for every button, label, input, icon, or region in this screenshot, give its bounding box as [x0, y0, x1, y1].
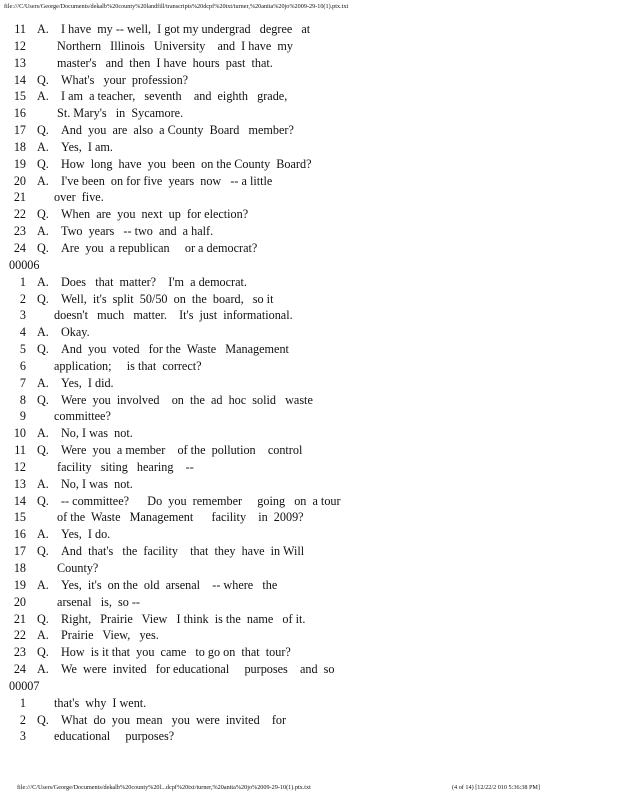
transcript-line [0, 206, 618, 223]
speaker-label: Q. [37, 291, 49, 306]
line-number: 6 [19, 358, 26, 373]
line-number: 21 [13, 611, 26, 626]
line-number: 20 [13, 173, 26, 188]
speaker-label: A. [37, 173, 49, 188]
page-info-footer: (4 of 14) [12/22/2 010 5:36:38 PM] [452, 784, 540, 791]
transcript-line [0, 509, 618, 526]
file-path-footer: file:///C/Users/George/Documents/dekalb%20county%20l...dcpf%20txt/turner,%20anita%20jo%2009-29-10(1).ptx.txt [17, 784, 311, 791]
speaker-label: A. [37, 22, 49, 36]
speaker-label: Q. [37, 392, 49, 407]
line-number: 12 [13, 459, 26, 474]
speaker-label: A. [37, 476, 49, 491]
transcript-line [0, 728, 618, 745]
line-text: facility siting hearing -- [54, 459, 194, 474]
speaker-label: Q. [37, 156, 49, 171]
transcript-line [0, 577, 618, 594]
line-number: 5 [19, 342, 26, 357]
transcript-line [0, 375, 618, 392]
transcript-line [0, 307, 618, 324]
speaker-label: Q. [37, 443, 49, 458]
transcript-line [0, 156, 618, 173]
line-number: 1 [19, 274, 26, 289]
line-number: 19 [13, 577, 26, 592]
speaker-label: A. [37, 89, 49, 104]
transcript-line [0, 476, 618, 493]
line-number: 11 [14, 443, 26, 458]
line-text: Northern Illinois University and I have my [54, 38, 293, 53]
transcript-line [0, 442, 618, 459]
speaker-label: Q. [37, 72, 49, 87]
line-number: 14 [13, 493, 26, 508]
speaker-label: A. [37, 274, 49, 289]
line-text: application; is that correct? [54, 358, 202, 373]
line-number: 19 [13, 156, 26, 171]
line-number: 9 [19, 409, 26, 424]
transcript-line [0, 543, 618, 560]
transcript-body [0, 21, 618, 745]
speaker-label: Q. [37, 342, 49, 357]
line-text: Well, it's split 50/50 on the board, so it [61, 291, 274, 306]
speaker-label: Q. [37, 544, 49, 559]
transcript-line [0, 358, 618, 375]
transcript-line [0, 55, 618, 72]
transcript-line [0, 695, 618, 712]
line-number: 18 [13, 139, 26, 154]
line-text: committee? [54, 409, 111, 424]
line-number: 23 [13, 224, 26, 239]
line-text: We were invited for educational purposes and so [61, 662, 335, 677]
speaker-label: A. [37, 628, 49, 643]
line-number: 13 [13, 55, 26, 70]
line-text: How is it that you came to go on that tour? [61, 645, 291, 660]
line-text: And you are also a County Board member? [61, 123, 294, 138]
line-number: 4 [19, 325, 26, 340]
transcript-line [0, 21, 618, 38]
transcript-line [0, 661, 618, 678]
line-text: How long have you been on the County Board? [61, 156, 312, 171]
line-text: doesn't much matter. It's just informational. [54, 308, 293, 323]
line-number: 22 [13, 628, 26, 643]
line-number: 16 [13, 106, 26, 121]
page-number: 00006 [9, 257, 40, 272]
transcript-line [0, 291, 618, 308]
line-text: Okay. [61, 325, 90, 340]
line-text: County? [54, 561, 99, 575]
line-number: 1 [19, 695, 26, 710]
line-text: And that's the facility that they have in Will [61, 544, 305, 559]
line-text: Yes, I did. [61, 375, 114, 390]
line-number: 20 [13, 594, 26, 609]
transcript-line [0, 324, 618, 341]
line-text: Does that matter? I'm a democrat. [61, 274, 247, 289]
transcript-line [0, 38, 618, 55]
speaker-label: Q. [37, 645, 49, 660]
speaker-label: Q. [37, 611, 49, 626]
speaker-label: A. [37, 426, 49, 441]
page-marker [0, 678, 618, 695]
transcript-line [0, 459, 618, 476]
speaker-label: Q. [37, 207, 49, 222]
transcript-line [0, 122, 618, 139]
line-number: 24 [13, 662, 26, 677]
line-text: No, I was not. [61, 476, 133, 491]
speaker-label: A. [37, 577, 49, 592]
line-number: 10 [13, 426, 26, 441]
line-number: 21 [13, 190, 26, 205]
speaker-label: A. [37, 224, 49, 239]
line-text: I am a teacher, seventh and eighth grade, [61, 89, 288, 104]
transcript-line [0, 274, 618, 291]
line-text: Yes, I do. [61, 527, 111, 542]
speaker-label: Q. [37, 240, 49, 255]
line-number: 17 [13, 123, 26, 138]
line-number: 2 [19, 712, 26, 727]
line-number: 18 [13, 561, 26, 575]
transcript-line [0, 611, 618, 628]
line-number: 16 [13, 527, 26, 542]
line-number: 7 [19, 375, 26, 390]
line-number: 22 [13, 207, 26, 222]
line-number: 3 [19, 729, 26, 744]
speaker-label: Q. [37, 493, 49, 508]
transcript-line [0, 408, 618, 425]
line-number: 23 [13, 645, 26, 660]
line-text: educational purposes? [54, 729, 175, 744]
line-text: master's and then I have hours past that. [54, 55, 273, 70]
line-text: No, I was not. [61, 426, 133, 441]
line-number: 14 [13, 72, 26, 87]
transcript-line [0, 392, 618, 409]
line-number: 17 [13, 544, 26, 559]
transcript-line [0, 341, 618, 358]
line-number: 13 [13, 476, 26, 491]
transcript-line [0, 560, 618, 577]
line-text: I've been on for five years now -- a little [61, 173, 273, 188]
line-number: 24 [13, 240, 26, 255]
transcript-line [0, 712, 618, 729]
line-number: 11 [14, 22, 26, 36]
line-text: over five. [54, 190, 104, 205]
line-text: Two years -- two and a half. [61, 224, 214, 239]
transcript-line [0, 526, 618, 543]
page-marker [0, 257, 618, 274]
line-text: St. Mary's in Sycamore. [54, 106, 184, 121]
line-text: What do you mean you were invited for [61, 712, 287, 727]
transcript-line [0, 627, 618, 644]
speaker-label: A. [37, 527, 49, 542]
line-text: Yes, I am. [61, 139, 113, 154]
transcript-line [0, 594, 618, 611]
line-number: 12 [13, 38, 26, 53]
line-number: 8 [19, 392, 26, 407]
speaker-label: A. [37, 139, 49, 154]
transcript-line [0, 139, 618, 156]
transcript-line [0, 425, 618, 442]
transcript-line [0, 105, 618, 122]
speaker-label: Q. [37, 123, 49, 138]
line-number: 15 [13, 510, 26, 525]
speaker-label: A. [37, 662, 49, 677]
transcript-line [0, 223, 618, 240]
transcript-line [0, 644, 618, 661]
line-text: Are you a republican or a democrat? [61, 240, 258, 255]
page-number: 00007 [9, 678, 40, 693]
transcript-line [0, 493, 618, 510]
transcript-line [0, 240, 618, 257]
line-text: What's your profession? [61, 72, 189, 87]
line-text: arsenal is, so -- [54, 594, 140, 609]
transcript-line [0, 173, 618, 190]
line-number: 2 [19, 291, 26, 306]
transcript-line [0, 72, 618, 89]
line-text: Prairie View, yes. [61, 628, 159, 643]
line-text: that's why I went. [54, 695, 147, 710]
line-text: I have my -- well, I got my undergrad degree at [61, 22, 311, 36]
line-text: Were you involved on the ad hoc solid waste [61, 392, 313, 407]
speaker-label: Q. [37, 712, 49, 727]
line-text: Yes, it's on the old arsenal -- where the [61, 577, 278, 592]
line-text: of the Waste Management facility in 2009? [54, 510, 304, 525]
transcript-line [0, 189, 618, 206]
file-path-header: file:///C/Users/George/Documents/dekalb%20county%20landfill/transcripts%20dcpf%20txt/turner,%20anita%20jo%2009-29-10(1).ptx.txt [4, 3, 349, 10]
speaker-label: A. [37, 375, 49, 390]
line-text: Were you a member of the pollution control [61, 443, 303, 458]
line-text: And you voted for the Waste Management [61, 342, 289, 357]
line-text: When are you next up for election? [61, 207, 249, 222]
line-text: -- committee? Do you remember going on a tour [61, 493, 341, 508]
line-text: Right, Prairie View I think is the name of it. [61, 611, 306, 626]
line-number: 3 [19, 308, 26, 323]
transcript-line [0, 88, 618, 105]
speaker-label: A. [37, 325, 49, 340]
line-number: 15 [13, 89, 26, 104]
